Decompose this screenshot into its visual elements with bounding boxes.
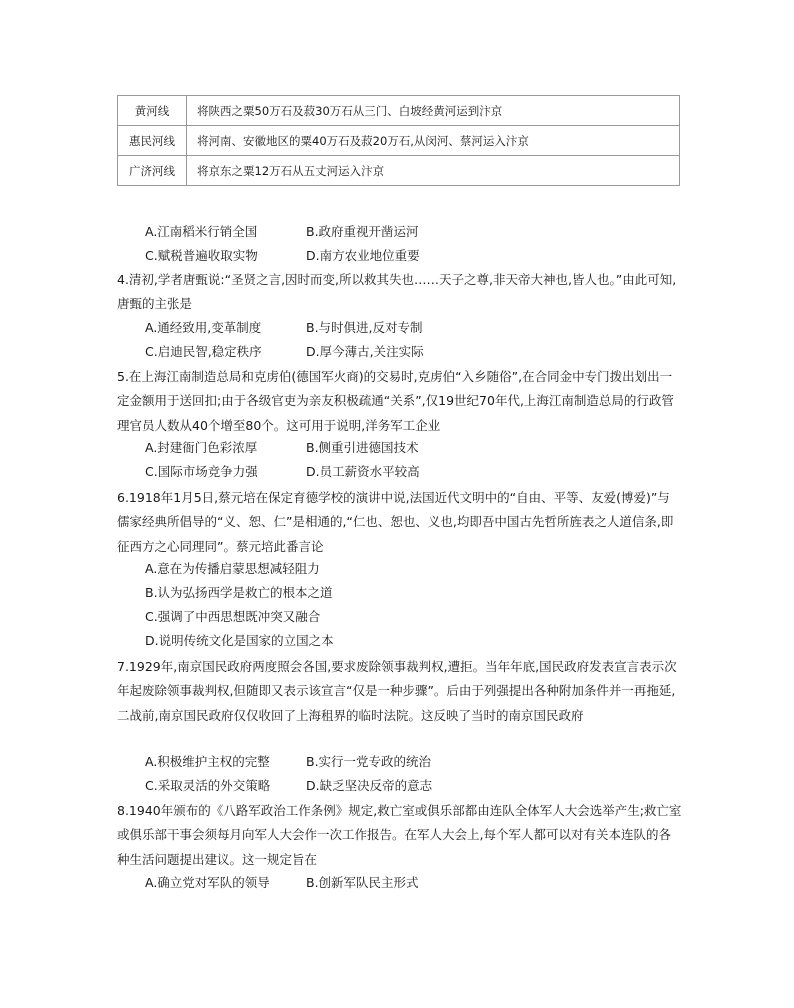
q7-option-a: A.积极维护主权的完整 bbox=[145, 754, 270, 769]
q6-stem: 6.1918年1月5日,蔡元培在保定育德学校的演讲中说,法国近代文明中的“自由、平等、友爱(博爱)”与儒家经典所倡导的“义、恕、仁”是相通的,“仁也、恕也、义也,均即吾中国古先哲所旌表之人道信条,即征西方之心同理同”。蔡元培此番言论 bbox=[117, 490, 674, 554]
q8-option-a: A.确立党对军队的领导 bbox=[145, 875, 270, 890]
q7-stem: 7.1929年,南京国民政府两度照会各国,要求废除领事裁判权,遭拒。当年年底,国民政府发表宣言表示次年起废除领事裁判权,但随即又表示该宣言“仅是一种步骤”。后由于列强提出各种附加条件并一再拖延,二战前,南京国民政府仅仅收回了上海租界的临时法院。这反映了当时的南京国民政府 bbox=[117, 659, 677, 723]
route-name: 惠民河线 bbox=[118, 126, 187, 156]
route-name: 广济河线 bbox=[118, 156, 187, 186]
q6-option-d: D.说明传统文化是国家的立国之本 bbox=[145, 633, 334, 648]
q5-option-b: B.侧重引进德国技术 bbox=[306, 440, 419, 455]
q4-option-b: B.与时俱进,反对专制 bbox=[306, 320, 423, 335]
q4-option-d: D.厚今薄古,关注实际 bbox=[306, 344, 424, 359]
route-desc: 将河南、安徽地区的粟40万石及菽20万石,从闵河、蔡河运入汴京 bbox=[187, 126, 680, 156]
route-desc: 将陕西之粟50万石及菽30万石从三门、白坡经黄河运到汴京 bbox=[187, 96, 680, 126]
table-row bbox=[118, 156, 680, 186]
q5-option-c: C.国际市场竞争力强 bbox=[145, 464, 258, 479]
q6-option-b: B.认为弘扬西学是救亡的根本之道 bbox=[145, 585, 333, 600]
q5-option-a: A.封建衙门色彩浓厚 bbox=[145, 440, 258, 455]
q8-stem: 8.1940年颁布的《八路军政治工作条例》规定,救亡室或俱乐部都由连队全体军人大会选举产生;救亡室或俱乐部干事会须每月向军人大会作一次工作报告。在军人大会上,每个军人都可以对有关本连队的各种生活问题提出建议。这一规定旨在 bbox=[117, 803, 682, 867]
q4-option-a: A.通经致用,变革制度 bbox=[145, 320, 262, 335]
q3-option-b: B.政府重视开凿运河 bbox=[306, 224, 419, 239]
table-row bbox=[118, 126, 680, 156]
q3-option-c: C.赋税普遍收取实物 bbox=[145, 248, 258, 263]
q4-option-c: C.启迪民智,稳定秩序 bbox=[145, 344, 262, 359]
grain-transport-table bbox=[117, 95, 680, 186]
q7-option-c: C.采取灵活的外交策略 bbox=[145, 778, 271, 793]
route-desc: 将京东之粟12万石从五丈河运入汴京 bbox=[187, 156, 680, 186]
q7-option-b: B.实行一党专政的统治 bbox=[306, 754, 432, 769]
route-name: 黄河线 bbox=[118, 96, 187, 126]
q3-option-a: A.江南稻米行销全国 bbox=[145, 224, 258, 239]
q4-stem: 4.清初,学者唐甄说:“圣贤之言,因时而变,所以救其失也……天子之尊,非天帝大神也,皆人也。”由此可知,唐甄的主张是 bbox=[117, 272, 677, 312]
table-row bbox=[118, 96, 680, 126]
q5-stem: 5.在上海江南制造总局和克虏伯(德国军火商)的交易时,克虏伯“入乡随俗”,在合同金中专门拨出划出一定金额用于送回扣;由于各级官吏为亲友积极疏通“关系”,仅19世纪70年代,上海江南制造总局的行政管理官员人数从40个增至80个。这可用于说明,洋务军工企业 bbox=[117, 369, 674, 433]
q6-option-c: C.强调了中西思想既冲突又融合 bbox=[145, 609, 321, 624]
q3-option-d: D.南方农业地位重要 bbox=[306, 248, 420, 263]
q7-option-d: D.缺乏坚决反帝的意志 bbox=[306, 778, 433, 793]
q5-option-d: D.员工薪资水平较高 bbox=[306, 464, 420, 479]
q6-option-a: A.意在为传播启蒙思想减轻阻力 bbox=[145, 561, 320, 576]
q8-option-b: B.创新军队民主形式 bbox=[306, 875, 419, 890]
